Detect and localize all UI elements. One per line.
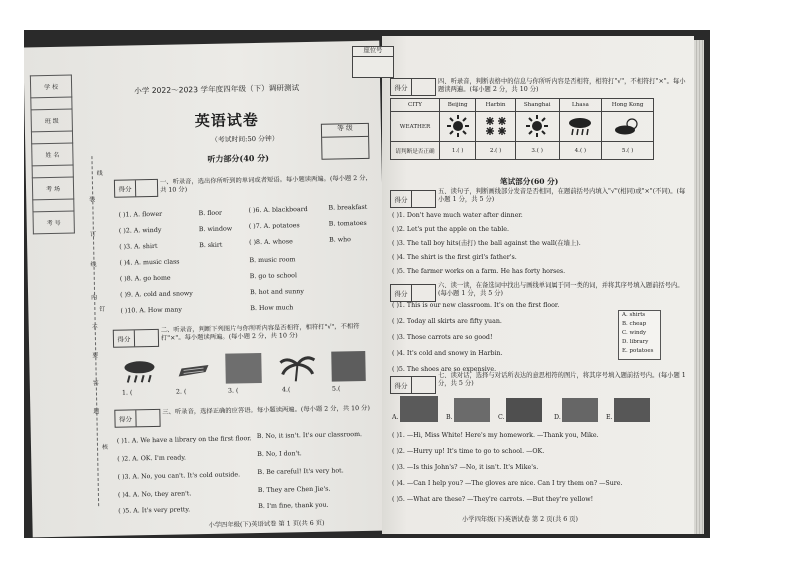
cloudy-sun-icon xyxy=(613,115,643,137)
weather-cell-4 xyxy=(559,112,602,142)
exam-page-2 xyxy=(363,36,694,534)
s7-q5: ( )5. —What are these? —They're carrots. —But they're yellow! xyxy=(392,496,594,503)
s1-q7-b: B. tomatoes xyxy=(328,219,367,228)
score-box-s1 xyxy=(114,179,158,198)
seat-label: 座位号 xyxy=(353,47,393,57)
judge-label: 请判断是否正确 xyxy=(391,142,440,160)
written-heading: 笔试部分(60 分) xyxy=(500,177,559,186)
s2-num-3: 3. ( xyxy=(227,387,239,395)
exam-time: （考试时间:50 分钟） xyxy=(211,134,279,144)
rain-icon xyxy=(567,115,593,137)
weather-cell-5 xyxy=(602,112,654,142)
s2-num-5: 5.( xyxy=(331,385,341,393)
score-box-s5 xyxy=(390,190,436,208)
city-lhasa: Lhasa xyxy=(559,99,602,112)
judge-1: 1.( ) xyxy=(440,142,476,160)
s7-title: 七、读对话，选择与对话所表达的意思相符的图片，将其序号填入题前括号内。(每小题 1 分，共 5 分) xyxy=(438,372,686,387)
info-name-label: 姓 名 xyxy=(32,143,73,166)
option-c: C. windy xyxy=(622,330,647,336)
binding-char: 钉 xyxy=(99,305,106,314)
s3-title: 三、听录音，选择正确的应答语。每小题读两遍。(每小题 2 分，共 10 分) xyxy=(162,404,370,416)
s6-q1: ( )1. This is our new classroom. It's on the first floor. xyxy=(392,302,560,309)
pic-label-e: E. xyxy=(606,414,613,421)
palm-tree-icon xyxy=(279,352,316,383)
s5-q3: ( )3. The tall boy hits(击打) the ball against the wall(在墙上). xyxy=(392,240,581,247)
option-a: A. shirts xyxy=(622,312,646,318)
s6-q2: ( )2. Today all skirts are fifty yuan. xyxy=(392,318,502,325)
binding-char: 内 xyxy=(91,294,98,302)
score-box-s7 xyxy=(390,376,436,394)
s1-q8-a: ( )8. A. whose xyxy=(249,238,293,247)
score-label: 得分 xyxy=(114,330,135,346)
page-stack-edge xyxy=(694,40,704,534)
s1-q10-b: B. How much xyxy=(250,304,294,313)
picture-e xyxy=(614,398,650,422)
city-harbin: Harbin xyxy=(476,99,515,112)
option-d: D. library xyxy=(622,339,649,345)
weather-cell-3 xyxy=(515,112,559,142)
binding-char: 要 xyxy=(92,352,99,360)
s3-q1-a: ( )1. A. We have a library on the first floor. xyxy=(116,435,252,445)
word-options-box xyxy=(618,310,661,360)
binding-char: 装 xyxy=(89,196,96,204)
s5-q1: ( )1. Don't have much water after dinner. xyxy=(392,212,523,219)
s3-q2-a: ( )2. A. OK. I'm ready. xyxy=(117,454,187,463)
snow-icon xyxy=(484,115,508,137)
option-b: B. cheap xyxy=(622,321,647,327)
info-room-label: 考 场 xyxy=(32,177,73,200)
s1-q1-a: ( )1. A. flower xyxy=(118,210,163,219)
s1-q8-b: B. who xyxy=(329,236,352,244)
s3-q4-b: B. They are Chen Jie's. xyxy=(257,485,331,495)
s3-q2-b: B. No, I don't. xyxy=(257,450,302,459)
weather-cell-2 xyxy=(476,112,515,142)
info-school-label: 学 校 xyxy=(30,75,71,98)
s2-num-1: 1. ( xyxy=(121,389,133,397)
s7-q4: ( )4. —Can I help you? —The gloves are nice. Can I try them on? —Sure. xyxy=(392,480,623,487)
s1-q6-a: ( )6. A. blackboard xyxy=(248,206,308,215)
keyboard-icon xyxy=(175,362,209,379)
grade-label: 等 级 xyxy=(322,124,368,138)
s5-q2: ( )2. Let's put the apple on the table. xyxy=(392,226,510,233)
s1-q4-a: ( )4. A. music class xyxy=(119,258,180,267)
binding-char: 订 xyxy=(89,231,97,239)
s6-q4: ( )4. It's cold and snowy in Harbin. xyxy=(392,350,503,357)
kids-photo xyxy=(331,351,366,382)
judge-4: 4.( ) xyxy=(559,142,602,160)
city-header: CITY xyxy=(391,99,440,112)
sun-icon xyxy=(447,115,469,137)
pic-label-b: B. xyxy=(446,414,453,421)
s3-q3-b: B. Be careful! It's very hot. xyxy=(257,467,344,477)
city-shanghai: Shanghai xyxy=(515,99,559,112)
score-box-s4 xyxy=(390,78,436,96)
binding-char: 核 xyxy=(101,443,109,452)
s7-q2: ( )2. —Hurry up! It's time to go to school. —OK. xyxy=(392,448,545,455)
score-box-s6 xyxy=(390,284,436,302)
score-label: 得分 xyxy=(391,79,412,95)
s1-q3-a: ( )3. A. shirt xyxy=(119,242,158,251)
s5-q5: ( )5. The farmer works on a farm. He has forty horses. xyxy=(392,268,566,275)
score-box-s2 xyxy=(113,329,159,348)
s1-q9-b: B. hot and sunny xyxy=(250,288,304,297)
score-label: 得分 xyxy=(391,377,412,393)
s6-q5: ( )5. The shoes are so expensive. xyxy=(392,366,497,373)
judge-5: 5.( ) xyxy=(602,142,654,160)
weather-label: WEATHER xyxy=(391,112,440,142)
binding-char: 线 xyxy=(90,261,97,269)
info-id-label: 考 号 xyxy=(33,211,74,234)
pic-label-d: D. xyxy=(554,414,561,421)
s5-title: 五、读句子，判断画线部分发音是否相同，在题前括号内填入"√"(相同)或"×"(不同)。(每小题 1 分，共 5 分) xyxy=(438,188,686,203)
s1-q9-a: ( )9. A. cold and snowy xyxy=(120,290,193,299)
picture-a xyxy=(400,396,438,422)
s1-q3-b: B. skirt xyxy=(199,241,223,250)
grade-box xyxy=(321,123,370,160)
score-box-s3 xyxy=(114,409,160,428)
s3-q1-b: B. No, it isn't. It's our classroom. xyxy=(256,431,363,441)
pic-label-a: A. xyxy=(392,414,399,421)
s4-title: 四、听录音，判断表格中的信息与你所听内容是否相符，相符打"√"，不相符打"×"。每小题读两遍。(每小题 2 分，共 10 分) xyxy=(438,78,686,93)
picture-d xyxy=(562,398,598,422)
score-label: 得分 xyxy=(391,285,412,301)
s2-num-4: 4.( xyxy=(281,386,291,394)
binding-char: 答 xyxy=(92,380,99,388)
s1-q2-b: B. window xyxy=(198,225,233,234)
binding-char: 线 xyxy=(96,169,103,178)
s3-q3-a: ( )3. A. No, you can't. It's cold outside. xyxy=(117,471,241,481)
s7-q3: ( )3. —Is this John's? —No, it isn't. It's Mike's. xyxy=(392,464,539,471)
picture-b xyxy=(454,398,490,422)
s2-num-2: 2. ( xyxy=(175,388,187,396)
option-e: E. potatoes xyxy=(622,348,654,354)
exam-page-1 xyxy=(24,41,389,538)
score-label: 得分 xyxy=(115,410,136,426)
listening-heading: 听力部分(40 分) xyxy=(207,152,270,164)
s3-q5-a: ( )5. A. It's very pretty. xyxy=(118,506,191,515)
score-label: 得分 xyxy=(115,180,136,196)
sun-icon xyxy=(526,115,548,137)
s1-q4-b: B. music room xyxy=(249,256,296,265)
page-footer: 小学四年级(下)英语试卷 第 1 页(共 6 页) xyxy=(208,519,325,529)
s1-q1-b: B. floor xyxy=(198,209,223,218)
s1-q10-a: ( )10. A. How many xyxy=(120,306,182,315)
s3-q4-a: ( )4. A. No, they aren't. xyxy=(117,490,192,499)
binding-char: 不 xyxy=(91,324,98,332)
classroom-photo xyxy=(225,353,262,384)
pic-label-c: C. xyxy=(498,414,505,421)
s1-q6-b: B. breakfast xyxy=(328,203,368,212)
s6-q3: ( )3. Those carrots are so good! xyxy=(392,334,493,341)
s1-title: 一、听录音，选出你所听到的单词或者短语。每小题读两遍。(每小题 2 分，共 10 分) xyxy=(159,174,372,194)
s7-q1: ( )1. —Hi, Miss White! Here's my homework. —Thank you, Mike. xyxy=(392,432,599,439)
subject-title: 英语试卷 xyxy=(194,110,259,131)
s2-title: 二、听录音，判断下列图片与你所听内容是否相符，相符打"√"，不相符打"×"。每小题读两遍。(每小题 2 分，共 10 分) xyxy=(160,323,360,342)
judge-2: 2.( ) xyxy=(476,142,515,160)
s3-q5-b: B. I'm fine, thank you. xyxy=(258,501,329,511)
s1-q7-a: ( )7. A. potatoes xyxy=(248,222,300,231)
s1-q2-a: ( )2. A. windy xyxy=(118,226,162,235)
city-hongkong: Hong Kong xyxy=(602,99,654,112)
binding-char: 题 xyxy=(93,408,100,416)
s5-q4: ( )4. The shirt is the first girl's father's. xyxy=(392,254,517,261)
exam-title: 小学 2022～2023 学年度四年级（下）调研测试 xyxy=(134,83,300,96)
s1-q8b-b: B. go to school xyxy=(249,272,298,281)
score-label: 得分 xyxy=(391,191,412,207)
picture-c xyxy=(506,398,542,422)
judge-3: 3.( ) xyxy=(515,142,559,160)
weather-cell-1 xyxy=(440,112,476,142)
s6-title: 六、读一读，在备选词中找出与画线单词属于同一类的词，并将其序号填入题前括号内。(每小题 1 分，共 5 分) xyxy=(438,282,684,297)
weather-table xyxy=(390,98,654,160)
student-info-table xyxy=(30,75,75,235)
s1-q8b-a: ( )8. A. go home xyxy=(119,274,171,283)
city-beijing: Beijing xyxy=(440,99,476,112)
seat-box xyxy=(352,46,394,78)
rain-cloud-icon xyxy=(121,358,157,385)
page-footer: 小学四年级(下)英语试卷 第 2 页(共 6 页) xyxy=(462,516,579,523)
info-class-label: 班 级 xyxy=(31,109,72,132)
exam-photo xyxy=(24,30,710,538)
